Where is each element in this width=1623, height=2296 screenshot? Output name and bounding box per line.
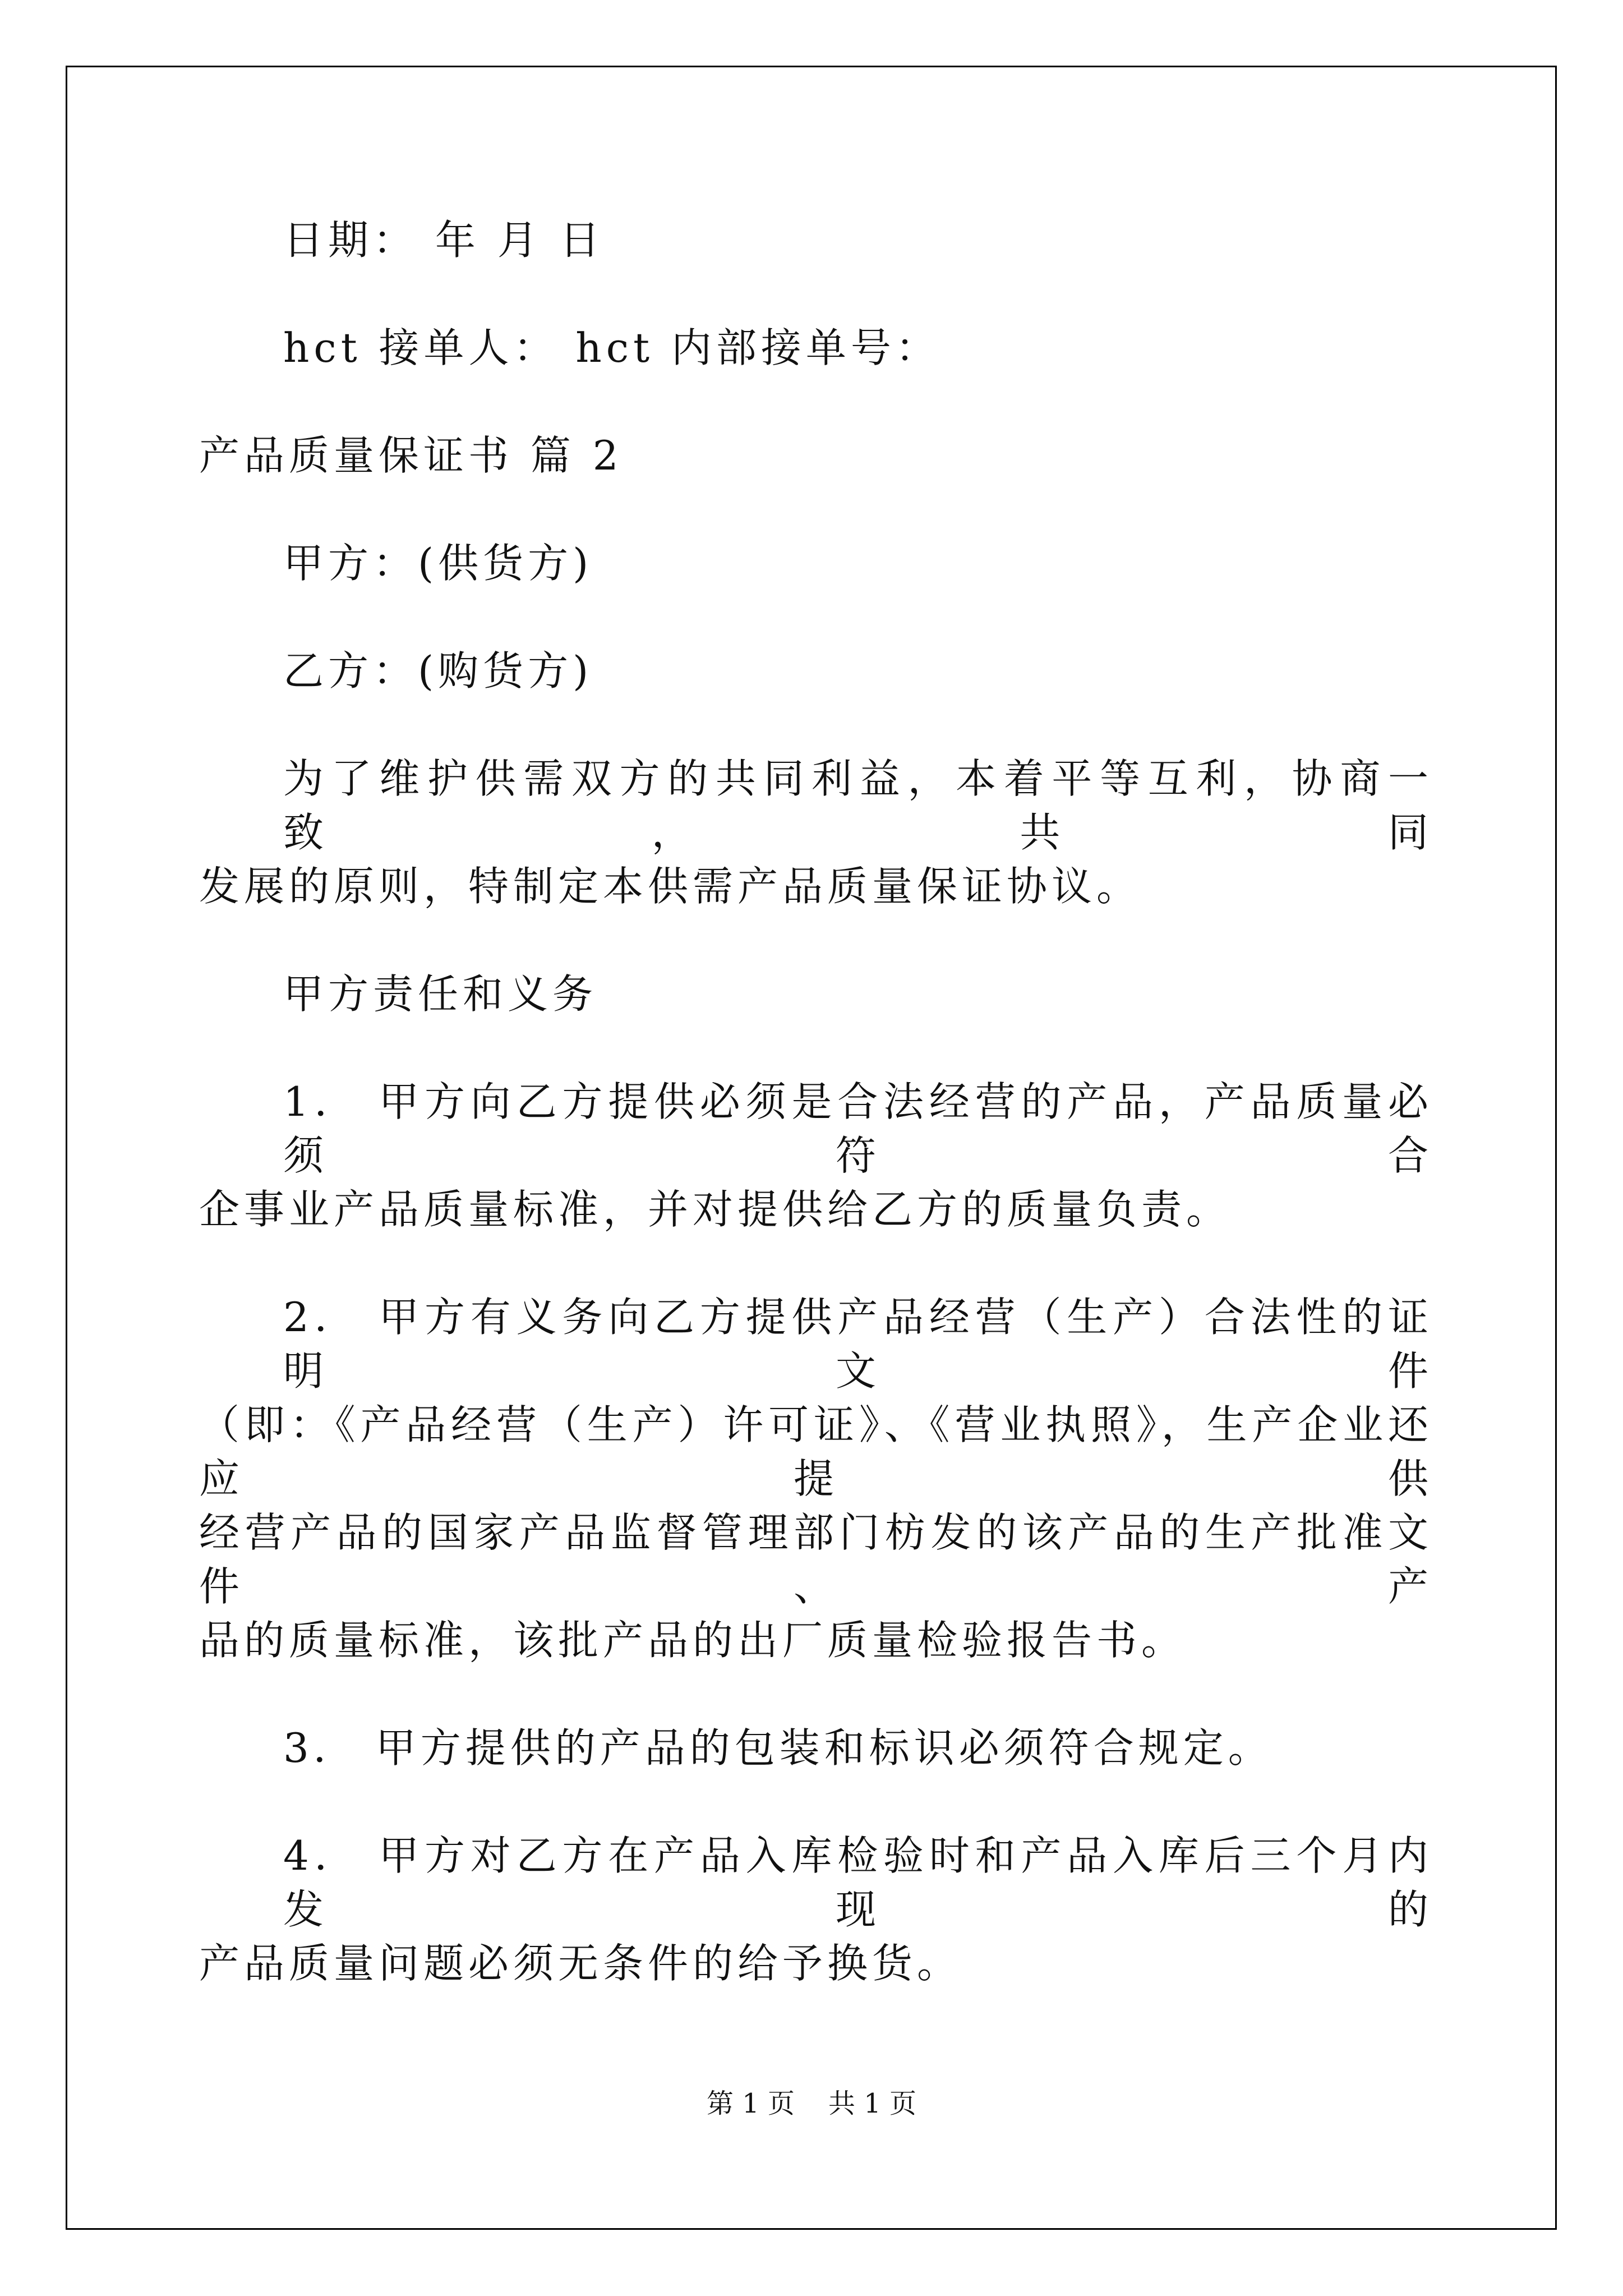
clause-4-line: 4． 甲方对乙方在产品入库检验时和产品入库后三个月内发现的 <box>283 1832 1433 1933</box>
clause-2-line: 品的质量标准，该批产品的出厂质量检验报告书。 <box>199 1617 1187 1664</box>
clause-1-line: 企事业产品质量标准，并对提供给乙方的质量负责。 <box>199 1186 1232 1233</box>
page-number: 第 1 页 <box>706 2088 795 2119</box>
clause-2-line: 经营产品的国家产品监督管理部门枋发的该产品的生产批准文件、产 <box>199 1509 1433 1610</box>
clause-1-line: 1． 甲方向乙方提供必须是合法经营的产品，产品质量必须符合 <box>283 1078 1433 1179</box>
clause-4-line: 产品质量问题必须无条件的给予换货。 <box>199 1940 962 1987</box>
party-b-line: 乙方：(购货方) <box>283 647 593 694</box>
section-heading: 产品质量保证书 篇 2 <box>199 432 623 479</box>
party-a-line: 甲方：(供货方) <box>283 540 593 587</box>
paragraph-line: 发展的原则，特制定本供需产品质量保证协议。 <box>199 863 1142 910</box>
paragraph-line: 为了维护供需双方的共同利益，本着平等互利，协商一致，共同 <box>283 755 1433 856</box>
page-footer <box>0 2087 1623 2120</box>
date-line: 日期： 年 月 日 <box>283 217 605 264</box>
clause-3-line: 3． 甲方提供的产品的包装和标识必须符合规定。 <box>283 1724 1273 1772</box>
subheading: 甲方责任和义务 <box>283 970 598 1018</box>
receiver-line: hct 接单人： hct 内部接单号： <box>283 324 940 371</box>
page-total: 共 1 页 <box>828 2088 917 2119</box>
document-body <box>199 213 1433 1990</box>
clause-2-line: 2． 甲方有义务向乙方提供产品经营（生产）合法性的证明文件 <box>283 1294 1433 1395</box>
clause-2-line: （即：《产品经营（生产）许可证》、《营业执照》，生产企业还应提供 <box>199 1401 1433 1502</box>
